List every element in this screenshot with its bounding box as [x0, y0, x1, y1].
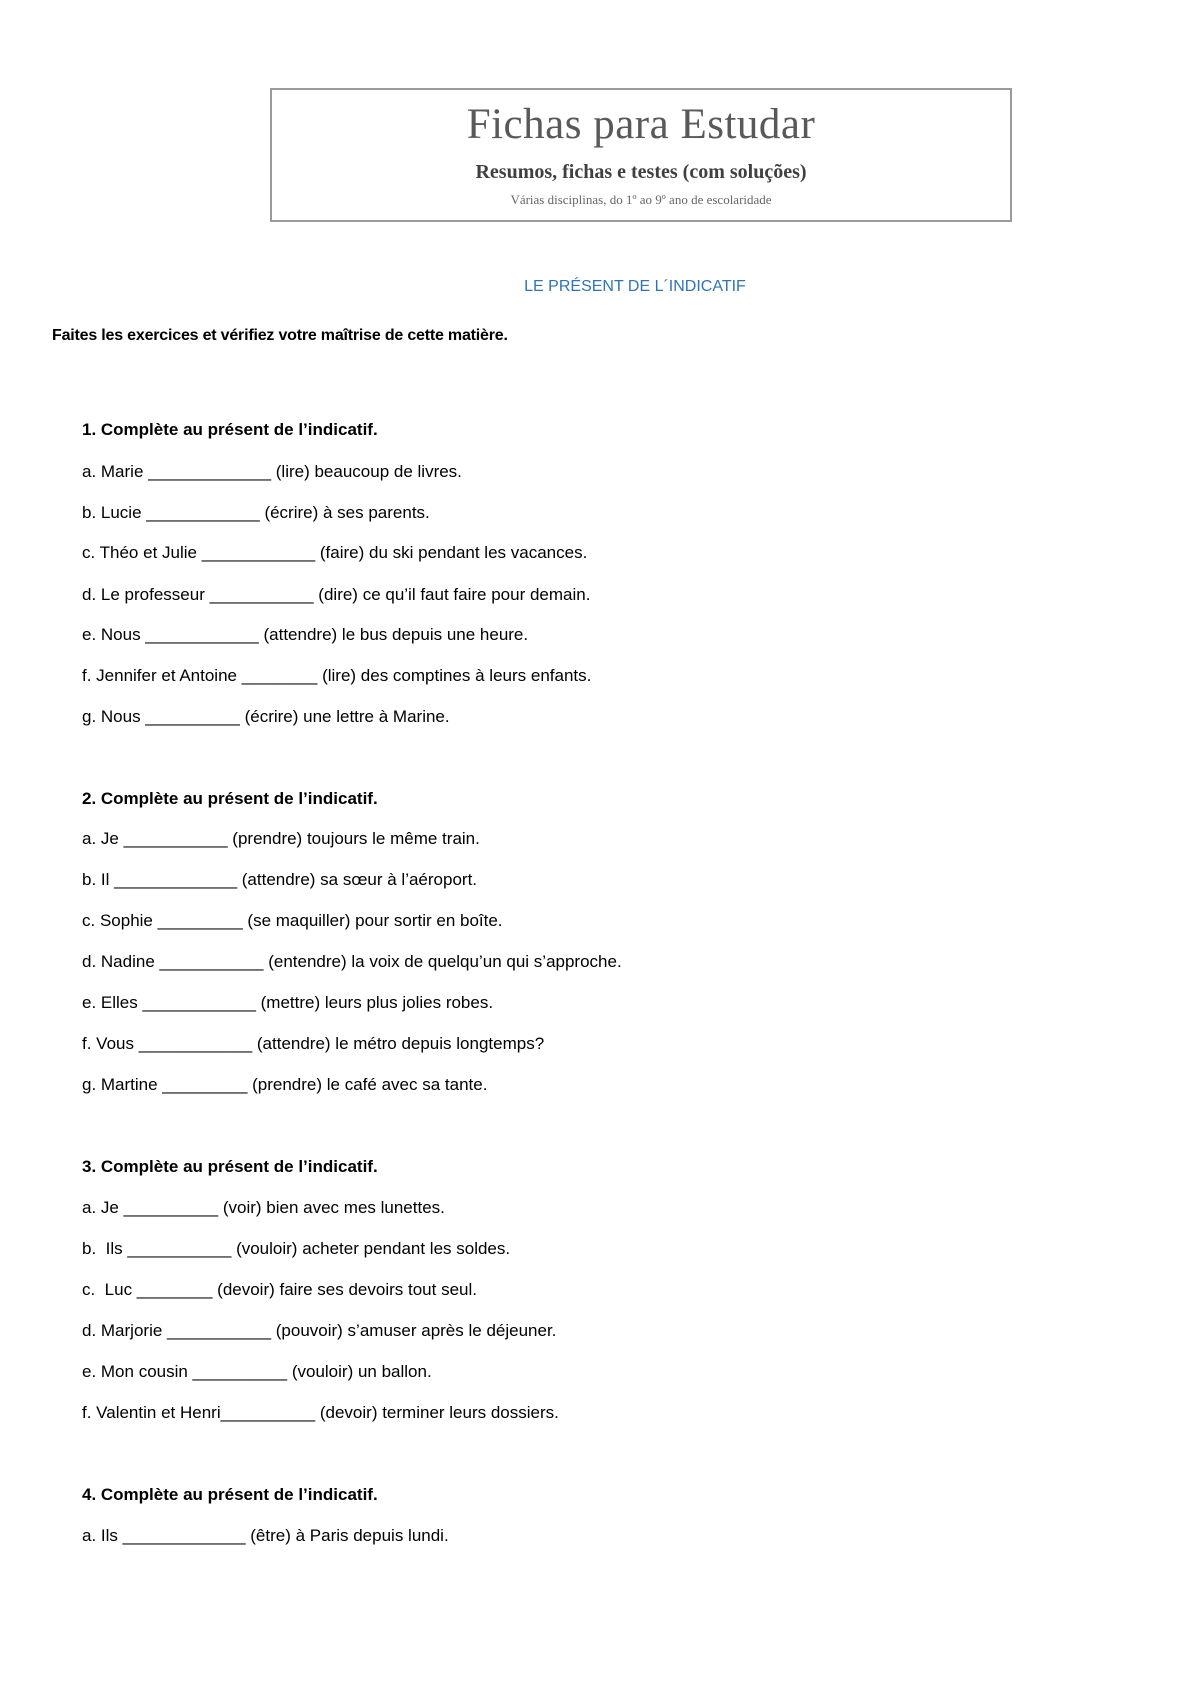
- exercise-item: d. Le professeur ___________ (dire) ce qu’il faut faire pour demain.: [82, 585, 591, 604]
- exercise-item: d. Nadine ___________ (entendre) la voix de quelqu’un qui s’approche.: [82, 952, 622, 971]
- exercise-item: d. Marjorie ___________ (pouvoir) s’amuser après le déjeuner.: [82, 1321, 557, 1340]
- exercise-item: f. Valentin et Henri__________ (devoir) terminer leurs dossiers.: [82, 1403, 559, 1422]
- section-1-heading: 1. Complète au présent de l’indicatif.: [82, 420, 378, 439]
- exercise-item: b. Lucie ____________ (écrire) à ses parents.: [82, 503, 430, 522]
- exercise-item: e. Elles ____________ (mettre) leurs plus jolies robes.: [82, 993, 494, 1012]
- exercise-item: c. Sophie _________ (se maquiller) pour sortir en boîte.: [82, 911, 503, 930]
- exercise-item: g. Nous __________ (écrire) une lettre à Marine.: [82, 707, 450, 726]
- exercise-item: f. Jennifer et Antoine ________ (lire) des comptines à leurs enfants.: [82, 666, 592, 685]
- section-3-heading: 3. Complète au présent de l’indicatif.: [82, 1157, 378, 1176]
- exercise-item: e. Mon cousin __________ (vouloir) un ballon.: [82, 1362, 432, 1381]
- brand-subtitle: Resumos, fichas e testes (com soluções): [475, 161, 807, 183]
- instructions-text: Faites les exercices et vérifiez votre maîtrise de cette matière.: [52, 327, 508, 344]
- brand-tagline: Várias disciplinas, do 1º ao 9º ano de escolaridade: [510, 192, 772, 207]
- header-logo-box: [270, 88, 1012, 222]
- brand-title: Fichas para Estudar: [466, 101, 816, 148]
- page-title: LE PRÉSENT DE L´INDICATIF: [524, 278, 746, 295]
- exercise-item: e. Nous ____________ (attendre) le bus depuis une heure.: [82, 625, 529, 644]
- exercise-item: g. Martine _________ (prendre) le café avec sa tante.: [82, 1075, 488, 1094]
- section-2-heading: 2. Complète au présent de l’indicatif.: [82, 789, 378, 808]
- section-4-heading: 4. Complète au présent de l’indicatif.: [82, 1485, 378, 1504]
- exercise-item: a. Je ___________ (prendre) toujours le même train.: [82, 829, 480, 848]
- exercise-item: c. Luc ________ (devoir) faire ses devoirs tout seul.: [82, 1280, 477, 1299]
- exercise-item: a. Marie _____________ (lire) beaucoup de livres.: [82, 462, 462, 481]
- exercise-item: f. Vous ____________ (attendre) le métro depuis longtemps?: [82, 1034, 545, 1053]
- exercise-item: b. Ils ___________ (vouloir) acheter pendant les soldes.: [82, 1239, 511, 1258]
- exercise-item: a. Je __________ (voir) bien avec mes lunettes.: [82, 1198, 445, 1217]
- exercise-item: b. Il _____________ (attendre) sa sœur à l’aéroport.: [82, 870, 478, 889]
- exercise-item: a. Ils _____________ (être) à Paris depuis lundi.: [82, 1526, 449, 1545]
- exercise-item: c. Théo et Julie ____________ (faire) du ski pendant les vacances.: [82, 543, 588, 562]
